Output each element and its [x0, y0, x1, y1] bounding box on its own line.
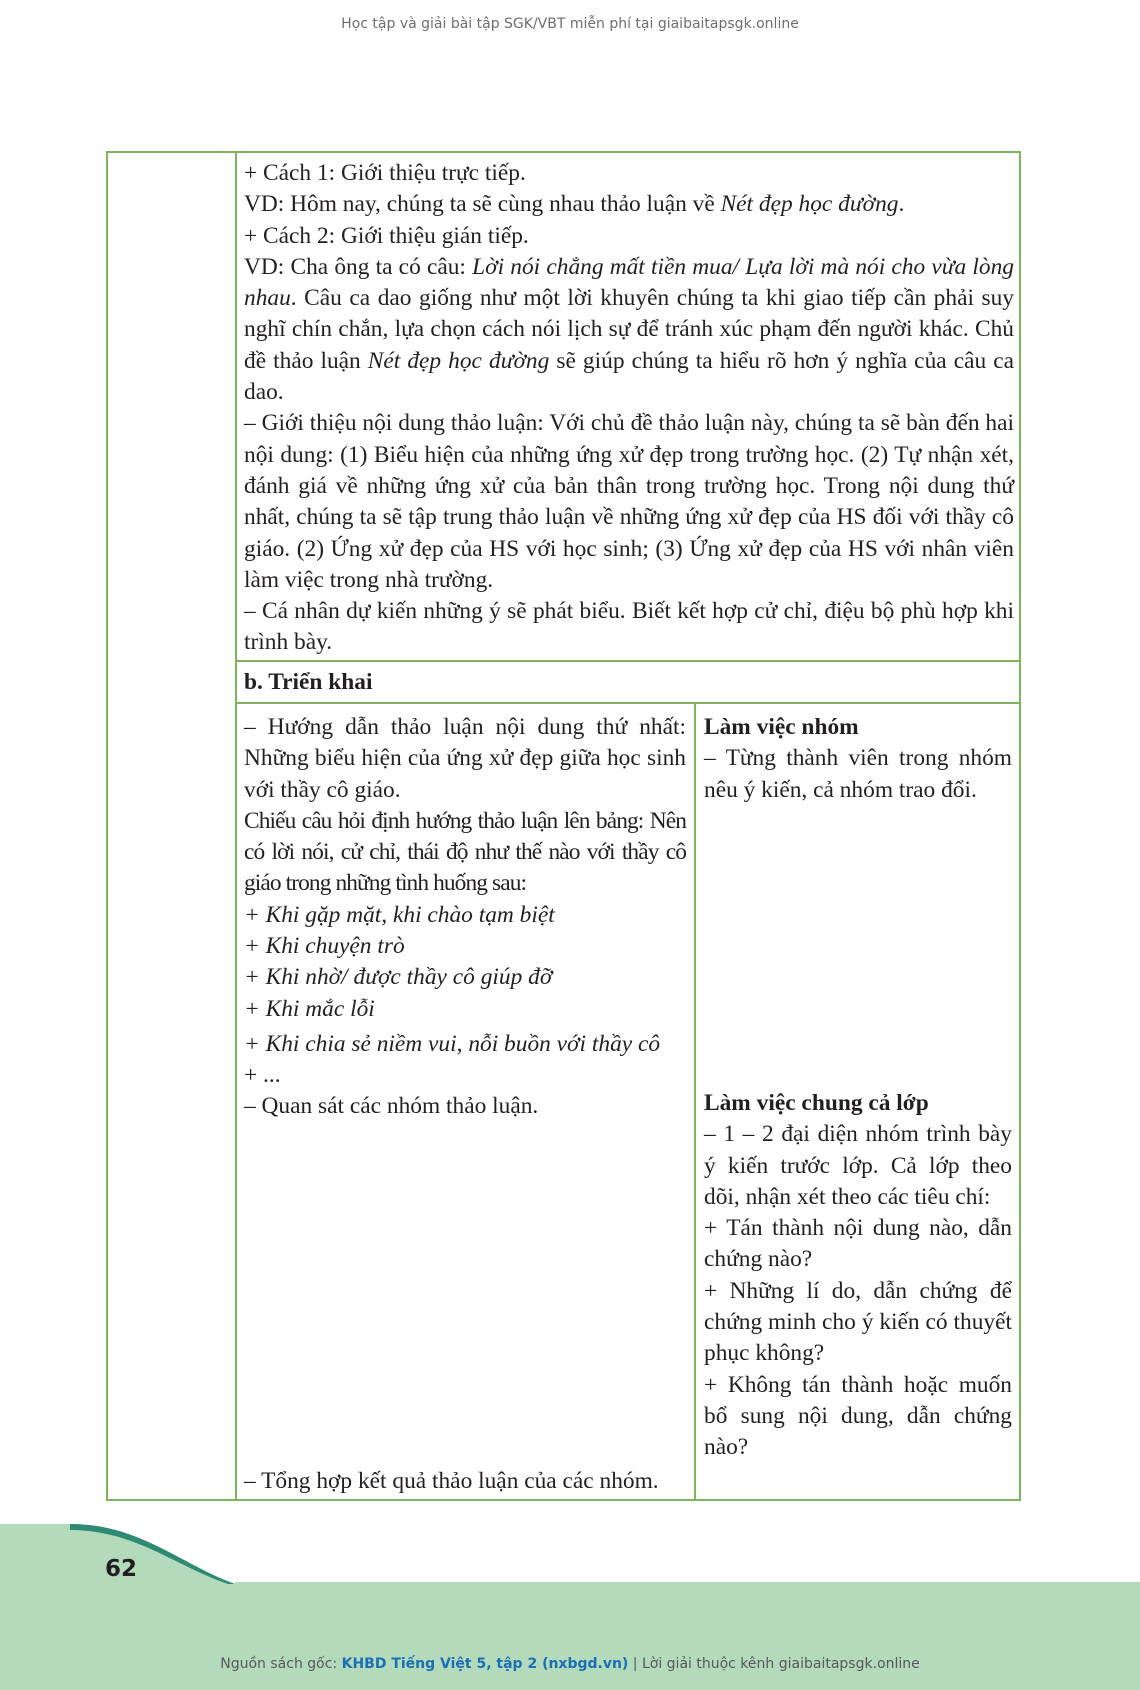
table-rule-2 [235, 702, 1021, 704]
intro-text: sẽ giúp chúng ta hiểu rõ hơn ý nghĩa của câu ca dao. [244, 347, 1014, 406]
situation-item: + Khi nhờ/ được thầy cô giúp đỡ [244, 964, 553, 991]
footer-prefix: Nguồn sách gốc: [220, 1656, 342, 1672]
footer-wave-decoration [0, 1524, 1140, 1584]
intro-example [244, 189, 1014, 220]
student-activity-cell [704, 1088, 1012, 1464]
intro-text: VD: Hôm nay, chúng ta sẽ cùng nhau thảo luận về [244, 191, 721, 218]
situation-item: + Khi chia sẻ niềm vui, nỗi buồn với thầy cô [244, 1030, 661, 1057]
table-divider-middle [694, 702, 696, 1501]
top-banner: Học tập và giải bài tập SGK/VBT miễn phí tại giaibaitapsgk.online [341, 16, 799, 32]
situation-item: + ... [244, 1062, 281, 1089]
intro-text: . Câu ca dao giống như một lời khuyên chúng ta khi giao tiếp cần phải suy nghĩ chín chắn, lựa chọn cách nói lịch sự để tránh xúc phạm đến người khác. Chủ đề thảo luận [244, 285, 1014, 374]
proverb: Lời nói chẳng mất tiền mua/ Lựa lời mà nói cho vừa lòng nhau [244, 253, 1014, 312]
situation-item: + Khi mắc lỗi [244, 995, 375, 1022]
right-paragraph: – 1 – 2 đại diện nhóm trình bày ý kiến trước lớp. Cả lớp theo dõi, nhận xét theo các tiêu chí: [704, 1121, 1012, 1210]
student-activity-cell [704, 712, 1012, 806]
criteria-item: + Tán thành nội dung nào, dẫn chứng nào? [704, 1215, 1012, 1273]
intro-text: . [898, 191, 905, 218]
footer-suffix: | Lời giải thuộc kênh giaibaitapsgk.online [628, 1656, 920, 1672]
section-heading: b. Triển khai [244, 669, 373, 695]
page-number: 62 [105, 1556, 138, 1582]
book-link[interactable]: KHBD Tiếng Việt 5, tập 2 (nxbgd.vn) [341, 1656, 629, 1672]
footer-source [0, 1656, 1140, 1672]
left-paragraph: – Tổng hợp kết quả thảo luận của các nhóm. [244, 1468, 659, 1494]
topic-title: Nét đẹp học đường [720, 191, 899, 218]
intro-line: + Cách 2: Giới thiệu gián tiếp. [244, 222, 529, 249]
situation-item: + Khi chuyện trò [244, 933, 405, 960]
criteria-item: + Không tán thành hoặc muốn bổ sung nội dung, dẫn chứng nào? [704, 1371, 1012, 1461]
criteria-item: + Những lí do, dẫn chứng để chứng minh cho ý kiến có thuyết phục không? [704, 1277, 1012, 1367]
situation-item: + Khi gặp mặt, khi chào tạm biệt [244, 901, 555, 928]
intro-paragraph: – Giới thiệu nội dung thảo luận: Với chủ đề thảo luận này, chúng ta sẽ bàn đến hai nội dung: (1) Biểu hiện của những ứng xử đẹp trong trường học. (2) Tự nhận xét, đánh giá về những ứng xử của bản thân trong trường học. Trong nội dung thứ nhất, chúng ta sẽ tập trung thảo luận về những ứng xử đẹp của HS đối với thầy cô giáo. (2) Ứng xử đẹp của HS với học sinh; (3) Ứng xử đẹp của HS với nhân viên làm việc trong nhà trường. [244, 410, 1014, 593]
intro-paragraph: – Cá nhân dự kiến những ý sẽ phát biểu. Biết kết hợp cử chỉ, điệu bộ phù hợp khi trình bày. [244, 598, 1014, 656]
activity-heading: Làm việc chung cả lớp [704, 1090, 929, 1116]
topic-title: Nét đẹp học đường [367, 347, 550, 374]
left-paragraph: Chiếu câu hỏi định hướng thảo luận lên bảng: Nên có lời nói, cử chỉ, thái độ như thế nào với thầy cô giáo trong những tình huống sau: [244, 807, 686, 897]
intro-line: + Cách 1: Giới thiệu trực tiếp. [244, 160, 526, 186]
intro-text: VD: Cha ông ta có câu: [244, 253, 473, 280]
intro-example [244, 252, 1014, 408]
table-divider-left [235, 151, 237, 1501]
left-paragraph: – Quan sát các nhóm thảo luận. [244, 1093, 539, 1119]
teacher-activity-cell [244, 712, 686, 1092]
left-paragraph: – Hướng dẫn thảo luận nội dung thứ nhất: Những biểu hiện của ứng xử đẹp giữa học sinh với thầy cô giáo. [244, 714, 686, 803]
footer-band [0, 1584, 1140, 1690]
right-paragraph: – Từng thành viên trong nhóm nêu ý kiến, cả nhóm trao đổi. [704, 745, 1012, 803]
intro-cell [244, 158, 1014, 659]
activity-heading: Làm việc nhóm [704, 714, 859, 740]
table-rule-1 [235, 660, 1021, 662]
